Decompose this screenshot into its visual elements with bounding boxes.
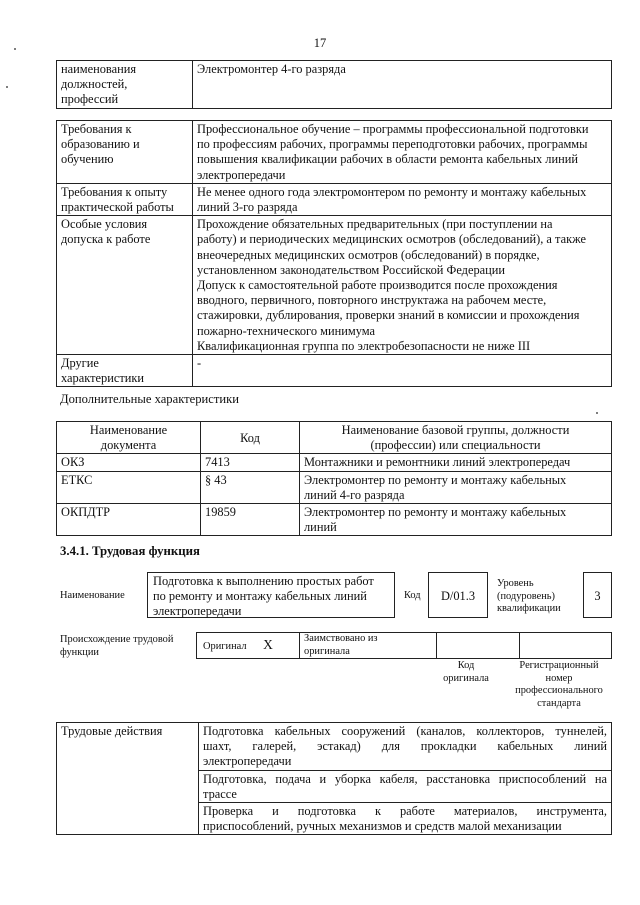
value-line: Квалификационная группа по электробезопасности не ниже III: [197, 338, 531, 353]
action-line: электропередачи: [203, 754, 292, 769]
education-value: [193, 121, 612, 184]
label-line: Другие: [61, 356, 99, 371]
value-line: Профессиональное обучение – программы профессиональной подготовки: [197, 122, 589, 136]
additional-row: [57, 454, 612, 471]
caption-line: Регистрационный: [519, 660, 599, 671]
header-line: Наименование: [89, 423, 168, 437]
header-line: Наименование базовой группы, должности: [341, 423, 570, 437]
action-line: приспособлений, ручных механизмов и средств малой механизации: [203, 819, 562, 834]
qualification-level-label: [497, 578, 561, 616]
job-title-table: [56, 60, 612, 109]
function-code-label: Код: [404, 590, 421, 601]
job-title-label: [57, 61, 193, 109]
code-original-caption: [428, 660, 504, 685]
borrowed-line: Заимствовано из: [304, 633, 378, 644]
value-line: электропередачи: [197, 167, 286, 182]
value-line: Прохождение обязательных предварительных (при поступлении на: [197, 217, 553, 232]
original-mark: X: [263, 636, 273, 652]
experience-value: [193, 183, 612, 215]
additional-row: [57, 504, 612, 536]
caption-line: Код: [457, 660, 475, 671]
name-line: Электромонтер по ремонту и монтажу кабельных: [304, 505, 567, 520]
function-code-box: [428, 572, 488, 618]
function-name-line: Подготовка к выполнению простых работ: [153, 574, 374, 588]
function-code-value: D/01.3: [440, 589, 476, 603]
value-line: внеочередных медицинских осмотров (обследований) в порядке,: [197, 247, 540, 262]
label-line: Требования к опыту: [61, 184, 168, 199]
value-line: Допуск к самостоятельной работе производится после прохождения: [197, 278, 558, 293]
requirements-row: [57, 216, 612, 355]
page-number: 17: [313, 36, 327, 50]
origin-label: [60, 634, 173, 659]
action-line: Проверка и подготовка к работе материалов, инструмента,: [203, 804, 607, 819]
action-line: Подготовка, подача и уборка кабеля, расстановка приспособлений на: [203, 771, 607, 786]
additional-row: [57, 471, 612, 503]
label-line: допуска к работе: [61, 232, 151, 247]
origin-label-line: функции: [60, 646, 99, 658]
action-line: Подготовка кабельных сооружений (каналов, коллекторов, туннелей,: [203, 724, 607, 738]
origin-borrowed-cell: [300, 633, 437, 659]
level-label-line: (подуровень): [497, 590, 556, 602]
function-name-line: электропередачи: [153, 604, 242, 619]
caption-line: номер: [545, 672, 573, 684]
reg-number-caption: [504, 660, 614, 710]
additional-header-row: [57, 422, 612, 454]
label-line: обучению: [61, 152, 114, 167]
label-line: наименования: [61, 62, 137, 76]
label-line: образованию и: [61, 137, 140, 152]
origin-original-cell: [197, 633, 300, 659]
origin-code-cell: [437, 633, 520, 659]
section-title: 3.4.1. Трудовая функция: [60, 544, 200, 558]
row-document: ОКЗ: [57, 454, 201, 471]
header-line: (профессии) или специальности: [370, 438, 541, 453]
special-conditions-value: [193, 216, 612, 355]
caption-line: профессионального: [515, 685, 603, 696]
label-line: Особые условия: [61, 217, 148, 232]
requirements-row: [57, 355, 612, 387]
other-characteristics-label: [57, 355, 193, 387]
row-group-name: [300, 504, 612, 536]
row-code: 19859: [201, 504, 300, 536]
label-line: практической работы: [61, 200, 174, 215]
level-label-line: Уровень: [497, 578, 534, 589]
level-label-line: квалификации: [497, 603, 561, 614]
header-group-name: [300, 422, 612, 454]
value-line: пожарно-технического минимума: [197, 323, 375, 338]
name-line: линий: [304, 520, 337, 535]
label-line: Требования к: [61, 122, 132, 136]
additional-characteristics-table: [56, 421, 612, 536]
qualification-level-value: 3: [594, 589, 601, 603]
special-conditions-label: [57, 216, 193, 355]
origin-table: [196, 632, 612, 659]
labor-action-item: [199, 723, 612, 771]
labor-actions-label: Трудовые действия: [57, 723, 199, 835]
value-line: повышения квалификации рабочих в области ремонта кабельных линий: [197, 152, 578, 167]
value-line: работу) и периодических медицинских осмотров (обследований), а также: [197, 232, 586, 247]
row-code: 7413: [201, 454, 300, 471]
scan-speck: [6, 86, 8, 88]
row-code: § 43: [201, 471, 300, 503]
function-name-box: [147, 572, 395, 618]
name-line: Монтажники и ремонтники линий электропередач: [304, 455, 571, 470]
function-name-line: по ремонту и монтажу кабельных линий: [153, 589, 367, 604]
experience-label: [57, 183, 193, 215]
caption-line: оригинала: [443, 672, 489, 684]
job-title-value: Электромонтер 4-го разряда: [193, 61, 612, 109]
requirements-row: [57, 121, 612, 184]
value-line: -: [197, 356, 202, 371]
header-code: Код: [201, 422, 300, 454]
row-group-name: [300, 471, 612, 503]
labor-actions-table: [56, 722, 612, 835]
education-label: [57, 121, 193, 184]
action-line: трассе: [203, 786, 237, 801]
value-line: стажировки, дублирования, проверки знаний в комиссии и прохождения: [197, 308, 580, 323]
origin-row: [197, 633, 612, 659]
value-line: вводного, первичного, повторного инструктажа на рабочем месте,: [197, 293, 547, 308]
row-document: ОКПДТР: [57, 504, 201, 536]
job-title-row: [57, 61, 612, 109]
original-label: Оригинал: [203, 640, 247, 652]
labor-action-row: [57, 723, 612, 771]
value-line: линий 3-го разряда: [197, 200, 298, 215]
borrowed-line: оригинала: [304, 645, 350, 657]
name-line: линий 4-го разряда: [304, 487, 405, 502]
row-document: ЕТКС: [57, 471, 201, 503]
origin-label-line: Происхождение трудовой: [60, 634, 174, 645]
qualification-level-box: [583, 572, 612, 618]
additional-characteristics-title: Дополнительные характеристики: [60, 392, 239, 406]
name-line: Электромонтер по ремонту и монтажу кабельных: [304, 472, 567, 487]
value-line: по профессиям рабочих, программы переподготовки рабочих, программы: [197, 137, 588, 152]
labor-action-item: [199, 803, 612, 835]
label-line: должностей,: [61, 77, 128, 92]
caption-line: стандарта: [537, 697, 581, 709]
scan-speck: [14, 48, 16, 50]
function-name-label: Наименование: [60, 590, 125, 601]
scan-speck: [596, 412, 598, 414]
header-line: документа: [100, 438, 157, 453]
label-line: профессий: [61, 92, 119, 107]
action-line: шахт, галерей, эстакад) для прокладки кабельных линий: [203, 739, 607, 754]
origin-reg-number-cell: [520, 633, 612, 659]
other-characteristics-value: [193, 355, 612, 387]
requirements-table: [56, 120, 612, 387]
value-line: установленном законодательством Российской Федерации: [197, 262, 506, 277]
label-line: характеристики: [61, 371, 145, 386]
value-line: Не менее одного года электромонтером по ремонту и монтажу кабельных: [197, 184, 587, 199]
row-group-name: [300, 454, 612, 471]
header-document: [57, 422, 201, 454]
requirements-row: [57, 183, 612, 215]
labor-action-item: [199, 770, 612, 802]
